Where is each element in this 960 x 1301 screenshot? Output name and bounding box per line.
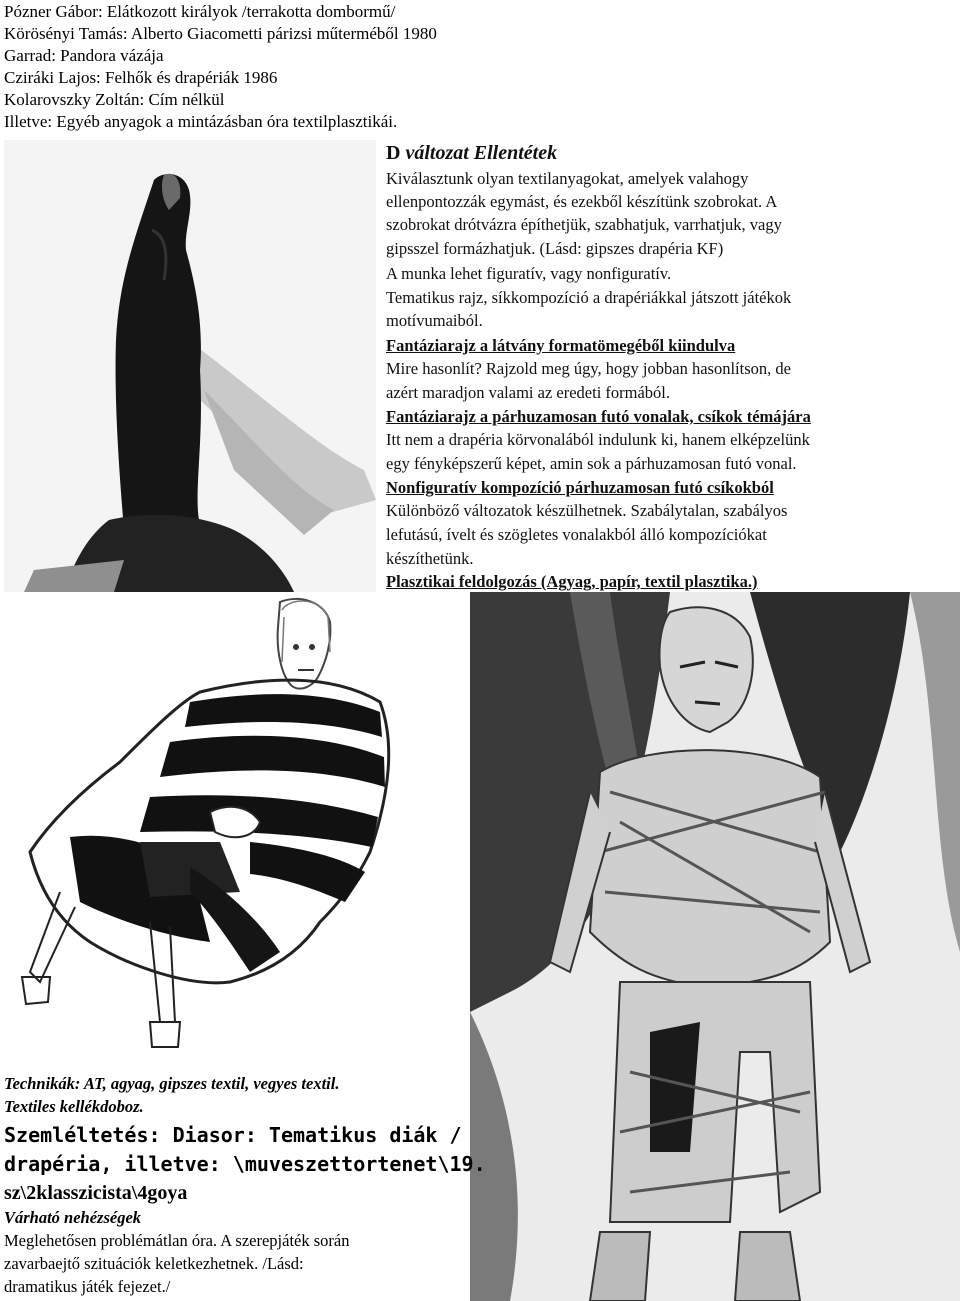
- heading3-line-1: Különböző változatok készülhetnek. Szabálytalan, szabályos: [386, 501, 788, 520]
- heading3-line-2: lefutású, ívelt és szögletes vonalakból álló kompozíciókat: [386, 525, 767, 544]
- intro-line-3: Garrad: Pandora vázája: [4, 46, 164, 65]
- section-d-line-7: motívumaiból.: [386, 311, 483, 330]
- intro-line-1: Pózner Gábor: Elátkozott királyok /terrakotta dombormű/: [4, 2, 396, 21]
- textile-box-line: Textiles kellékdoboz.: [4, 1097, 144, 1116]
- sculpture-photo: [4, 140, 376, 592]
- intro-line-6: Illetve: Egyéb anyagok a mintázásban óra textilplasztikái.: [4, 112, 398, 131]
- striped-drapery-drawing: [0, 592, 420, 1072]
- difficulty-line-2: zavarbaejtő szituációk keletkezhetnek. /Lásd:: [4, 1254, 304, 1273]
- heading2-line-2: egy fényképszerű képet, amin sok a párhuzamosan futó vonal.: [386, 454, 797, 473]
- section-d-line-3: szobrokat drótvázra építhetjük, szabhatjuk, varrhatjuk, vagy: [386, 215, 782, 234]
- section-d-line-4: gipsszel formázhatjuk. (Lásd: gipszes drapéria KF): [386, 239, 724, 258]
- heading3-line-3: készíthetünk.: [386, 549, 474, 568]
- section-d-line-2: ellenpontozzák egymást, és ezekből készítünk szobrokat. A: [386, 192, 778, 211]
- heading2-line-1: Itt nem a drapéria körvonalából indulunk ki, hanem elképzelünk: [386, 430, 810, 449]
- heading1-line-1: Mire hasonlít? Rajzold meg úgy, hogy jobban hasonlítson, de: [386, 359, 791, 378]
- intro-line-4: Cziráki Lajos: Felhők és drapériák 1986: [4, 68, 278, 87]
- demo-line-2: drapéria, illetve: \muveszettortenet\19.: [4, 1152, 486, 1176]
- demo-line-3: sz\2klasszicista\4goya: [4, 1182, 188, 1204]
- heading-plastic: Plasztikai feldolgozás (Agyag, papír, textil plasztika.): [386, 572, 758, 591]
- heading-fantasy-lines: Fantáziarajz a párhuzamosan futó vonalak, csíkok témájára: [386, 407, 811, 426]
- heading1-line-2: azért maradjon valami az eredeti formából.: [386, 383, 671, 402]
- techniques-line: Technikák: AT, agyag, gipszes textil, vegyes textil.: [4, 1074, 340, 1093]
- heading-fantasy-mass: Fantáziarajz a látvány formatömegéből kiindulva: [386, 336, 736, 355]
- difficulty-title: Várható nehézségek: [4, 1208, 142, 1227]
- demo-line-1: Szemléltetés: Diasor: Tematikus diák /: [4, 1123, 462, 1147]
- intro-line-2: Körösényi Tamás: Alberto Giacometti párizsi műterméből 1980: [4, 24, 437, 43]
- section-d-letter: D: [386, 142, 401, 164]
- difficulty-line-3: dramatikus játék fejezet./: [4, 1277, 171, 1296]
- difficulty-line-1: Meglehetősen problémátlan óra. A szerepjáték során: [4, 1231, 350, 1250]
- bandaged-figure-drawing: [470, 592, 960, 1301]
- section-d-title: [386, 141, 557, 165]
- heading-nonfigurative: Nonfiguratív kompozíció párhuzamosan futó csíkokból: [386, 478, 774, 497]
- section-d-title-text: változat Ellentétek: [405, 142, 558, 164]
- section-d-line-6: Tematikus rajz, síkkompozíció a drapériákkal játszott játékok: [386, 288, 792, 307]
- intro-line-5: Kolarovszky Zoltán: Cím nélkül: [4, 90, 225, 109]
- section-d-line-1: Kiválasztunk olyan textilanyagokat, amelyek valahogy: [386, 169, 749, 188]
- section-d-line-5: A munka lehet figuratív, vagy nonfiguratív.: [386, 264, 672, 283]
